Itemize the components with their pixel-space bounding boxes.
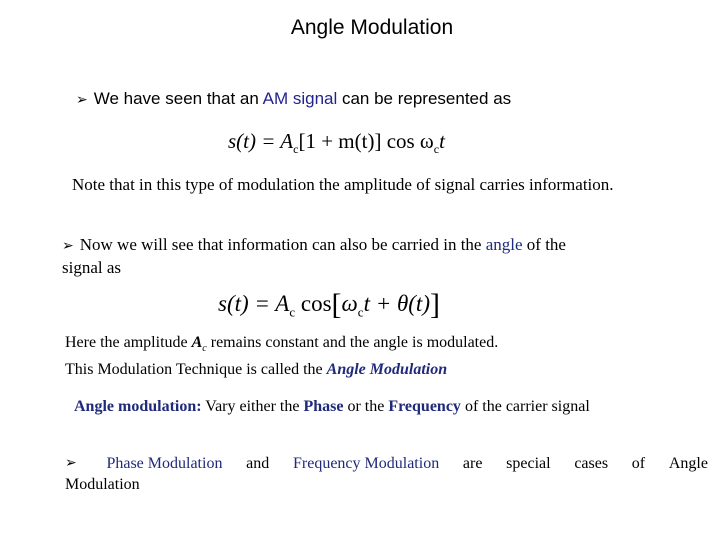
word-of: of <box>631 455 646 472</box>
right-bracket: ] <box>429 288 440 321</box>
page-title: Angle Modulation <box>290 16 454 39</box>
eq1-sub: c <box>293 142 299 157</box>
bullet-am-lead: We have seen that an <box>93 89 263 108</box>
angle-def-t1: Vary either the <box>201 398 304 415</box>
bullet-special-cases <box>65 453 708 495</box>
bullet-special-line1 <box>65 453 708 474</box>
word-special: special <box>506 455 551 472</box>
amplitude-constant-text <box>65 332 498 380</box>
eq2-inner: ω <box>341 291 358 316</box>
eq2-mid: cos <box>295 291 332 316</box>
angle-modulation-definition <box>74 398 590 416</box>
amp-line2-lead: This Modulation Technique is called the <box>65 361 327 379</box>
arrow-bullet-icon: ➢ <box>76 92 88 108</box>
bullet-am-signal <box>76 89 511 109</box>
angle-modulation-highlight: Angle Modulation <box>326 361 448 379</box>
phase-modulation-highlight: Phase Modulation <box>106 455 223 472</box>
bullet-am-tail: can be represented as <box>337 89 512 108</box>
eq1-lhs: s(t) = A <box>228 129 294 153</box>
and-word: and <box>246 455 270 472</box>
eq1-mid: [1 + m(t)] cos ω <box>298 129 434 153</box>
bullet-special-line2: Modulation <box>65 476 140 493</box>
word-are: are <box>462 455 483 472</box>
amp-sub: c <box>202 343 207 355</box>
phase-highlight: Phase <box>303 398 344 415</box>
eq2-inner-end: t + θ(t) <box>363 291 430 316</box>
arrow-bullet-icon: ➢ <box>62 238 74 254</box>
frequency-highlight: Frequency <box>388 398 461 415</box>
word-angle: Angle <box>668 455 708 472</box>
word-cases: cases <box>574 455 609 472</box>
angle-highlight: angle <box>485 235 523 254</box>
bullet-angle-tail: of the <box>522 235 566 254</box>
bullet-angle-line2: signal as <box>62 258 122 277</box>
eq1-sub2: c <box>433 142 440 157</box>
eq2-sub: c <box>289 304 296 320</box>
eq2-lhs: s(t) = A <box>218 291 290 316</box>
angle-def-t3: of the carrier signal <box>460 398 590 415</box>
amp-line1-tail: remains constant and the angle is modulated. <box>206 334 499 351</box>
bullet-angle <box>62 234 566 278</box>
am-signal-highlight: AM signal <box>262 89 338 108</box>
eq2-sub2: c <box>357 304 364 320</box>
equation-am <box>228 129 445 157</box>
bullet-angle-lead: Now we will see that information can also be carried in the <box>79 235 486 254</box>
left-bracket: [ <box>331 288 342 321</box>
arrow-bullet-icon: ➢ <box>65 455 77 471</box>
frequency-modulation-highlight: Frequency Modulation <box>293 455 440 472</box>
note-amplitude: Note that in this type of modulation the amplitude of signal carries information. <box>72 175 614 194</box>
eq1-end: t <box>439 129 445 153</box>
amp-line1-lead: Here the amplitude <box>65 334 192 351</box>
amp-symbol: A <box>191 334 203 351</box>
angle-def-t2: or the <box>343 398 389 415</box>
equation-angle <box>218 288 440 322</box>
angle-def-label: Angle modulation: <box>74 398 202 415</box>
